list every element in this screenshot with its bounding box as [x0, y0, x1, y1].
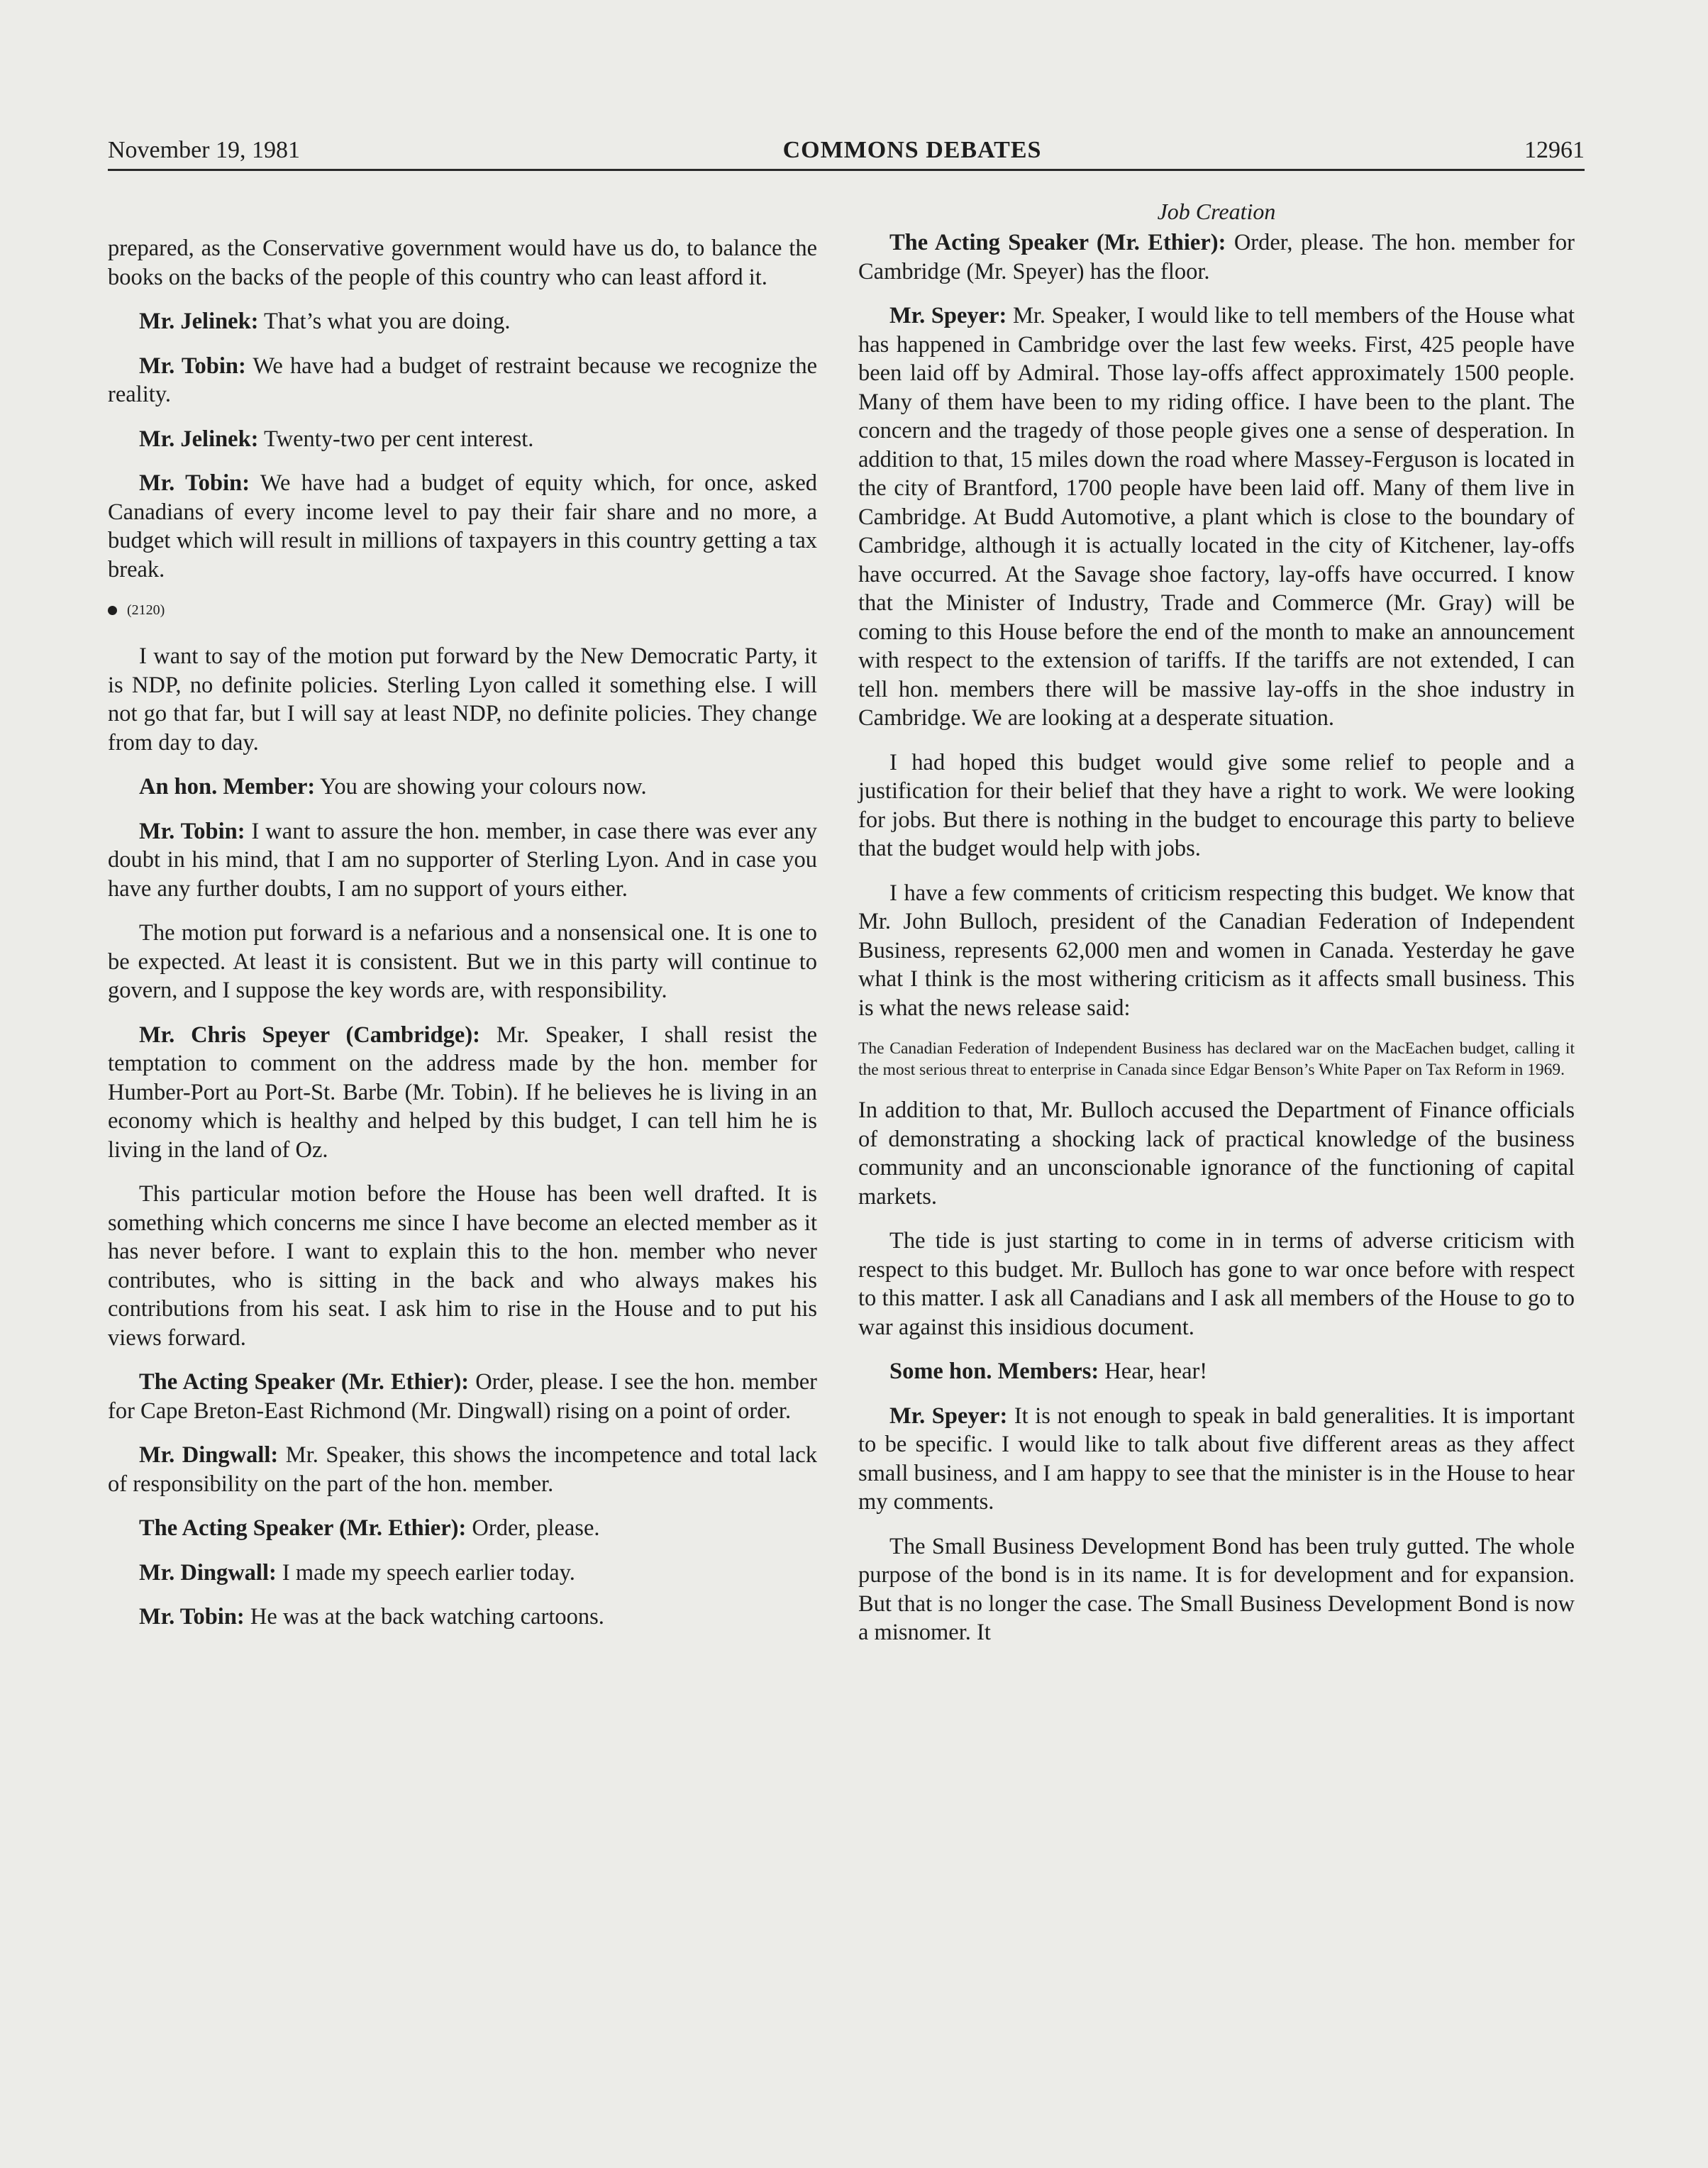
paragraph [108, 425, 817, 454]
speech-text: I want to assure the hon. member, in case there was ever any doubt in his mind, that I am no supporter of Sterling Lyon. And in case you have any further doubts, I am no support of yours either. [108, 818, 817, 902]
speaker-name: An hon. Member: [139, 774, 316, 800]
paragraph [108, 1514, 817, 1543]
speaker-name: Mr. Dingwall: [139, 1442, 279, 1468]
block-quote: The Canadian Federation of Independent Business has declared war on the MacEachen budget, calling it the most serious threat to enterprise in Canada since Edgar Benson’s White Paper on Tax Reform in 1969. [858, 1039, 1575, 1079]
paragraph [108, 352, 817, 409]
speech-text: Mr. Speaker, I would like to tell members of the House what has happened in Cambridge over the last few weeks. First, 425 people have been laid off by Admiral. Those lay-offs affect approximately 1500 people. Many of them have been to my riding office. I have been to the plant. The concern and the tragedy of those people gives one a sense of desperation. In addition to that, 15 miles down the road where Massey-Ferguson is located in the city of Brantford, 1700 people have been laid off. Many of them live in Cambridge. At Budd Automotive, a plant which is close to the boundary of Cambridge, although it is actually located in the city of Kitchener, lay-offs have occurred. At the Savage shoe factory, lay-offs have occurred. I know that the Minister of Industry, Trade and Commerce (Mr. Gray) will be coming to this House before the end of the month to make an announcement with respect to the extension of tariffs. If the tariffs are not extended, I can tell hon. members there will be massive lay-offs in the shoe industry in Cambridge. We are looking at a desperate situation. [858, 303, 1575, 731]
header-title: COMMONS DEBATES [782, 137, 1042, 163]
speaker-name: Mr. Tobin: [139, 353, 246, 379]
speech-text: You are showing your colours now. [315, 774, 647, 800]
speaker-name: Some hon. Members: [889, 1359, 1099, 1384]
header-page-number: 12961 [1524, 137, 1585, 163]
time-marker [108, 599, 817, 621]
paragraph: I want to say of the motion put forward by the New Democratic Party, it is NDP, no definite policies. Sterling Lyon called it something else. I will not go that far, but I will say at least NDP, no definite policies. They change from day to day. [108, 643, 817, 756]
time-marker-text: (2120) [127, 602, 165, 618]
paragraph: The Small Business Development Bond has been truly gutted. The whole purpose of the bond is in its name. It is for development and for expansion. But that is no longer the case. The Small Business Development Bond is now a misnomer. It [858, 1533, 1575, 1645]
paragraph [108, 1559, 817, 1588]
speaker-name: Mr. Speyer: [889, 303, 1007, 328]
paragraph: The motion put forward is a nefarious and a nonsensical one. It is one to be expected. At least it is consistent. But we in this party will continue to govern, and I suppose the key words are, with responsibility. [108, 920, 817, 1003]
speech-text: He was at the back watching cartoons. [244, 1604, 604, 1630]
header-date: November 19, 1981 [108, 137, 301, 163]
paragraph [108, 307, 817, 336]
paragraph: prepared, as the Conservative government would have us do, to balance the books on the backs of the people of this country who can least afford it. [108, 236, 817, 290]
paragraph [858, 228, 1575, 286]
speaker-name: The Acting Speaker (Mr. Ethier): [139, 1515, 467, 1541]
speech-text: It is not enough to speak in bald generalities. It is important to be specific. I would like to talk about five different areas as they affect small business, and I am happy to see that the minister is in the House to hear my comments. [858, 1403, 1575, 1515]
bullet-dot-icon [108, 606, 117, 615]
speech-text: Twenty-two per cent interest. [258, 426, 534, 452]
speaker-name: Mr. Jelinek: [139, 309, 259, 334]
speech-text: That’s what you are doing. [258, 309, 511, 334]
speaker-name: Mr. Tobin: [139, 1604, 245, 1630]
paragraph [108, 1368, 817, 1425]
paragraph [108, 1603, 817, 1632]
paragraph: This particular motion before the House has been well drafted. It is something which concerns me since I have become an elected member as it has never before. I want to explain this to the hon. member who never contributes, who is sitting in the back and who always makes his contributions from his seat. I ask him to rise in the House and to put his views forward. [108, 1181, 817, 1351]
speaker-name: The Acting Speaker (Mr. Ethier): [139, 1369, 470, 1395]
paragraph [858, 1357, 1575, 1386]
speech-text: Order, please. [466, 1515, 600, 1541]
speaker-name: Mr. Dingwall: [139, 1559, 277, 1586]
paragraph: In addition to that, Mr. Bulloch accused the Department of Finance officials of demonstrating a shocking lack of practical knowledge of the business community and an unconscionable ignorance of the functioning of capital markets. [858, 1097, 1575, 1210]
speech-text: Mr. Speaker, I shall resist the temptation to comment on the address made by the hon. member for Humber-Port au Port-St. Barbe (Mr. Tobin). If he believes he is living in an economy which is healthy and helped by this budget, I can tell him he is living in the land of Oz. [108, 1022, 817, 1163]
speaker-name: Mr. Tobin: [139, 470, 250, 496]
speaker-name: The Acting Speaker (Mr. Ethier): [889, 230, 1226, 255]
speaker-name: Mr. Jelinek: [139, 426, 259, 452]
speech-text: Hear, hear! [1099, 1359, 1208, 1384]
speech-text: Order, please. I see the hon. member for Cape Breton-East Richmond (Mr. Dingwall) rising on a point of order. [108, 1369, 817, 1424]
speaker-name: Mr. Tobin: [139, 818, 245, 844]
speaker-name: Mr. Speyer: [889, 1403, 1008, 1429]
right-column [858, 228, 1575, 1663]
paragraph: I have a few comments of criticism respecting this budget. We know that Mr. John Bulloch, president of the Canadian Federation of Independent Business, represents 62,000 men and women in Canada. Yesterday he gave what I think is the most withering criticism as it affects small business. This is what the news release said: [858, 880, 1575, 1021]
speech-text: Order, please. The hon. member for Cambridge (Mr. Speyer) has the floor. [858, 230, 1575, 284]
left-column [108, 234, 817, 1647]
paragraph [108, 817, 817, 904]
subject-heading: Job Creation [1157, 199, 1276, 224]
speech-text: Mr. Speaker, this shows the incompetence and total lack of responsibility on the part of the hon. member. [108, 1442, 817, 1497]
paragraph: The tide is just starting to come in in terms of adverse criticism with respect to this budget. Mr. Bulloch has gone to war once before with respect to this matter. I ask all Canadians and I ask all members of the House to go to war against this insidious document. [858, 1228, 1575, 1340]
paragraph [108, 773, 817, 802]
speech-text: We have had a budget of restraint because we recognize the reality. [108, 353, 817, 407]
speech-text: We have had a budget of equity which, for once, asked Canadians of every income level to pay their fair share and no more, a budget which will result in millions of taxpayers in this country getting a tax break. [108, 470, 817, 582]
paragraph [108, 1441, 817, 1498]
paragraph [108, 469, 817, 584]
speech-text: I made my speech earlier today. [276, 1559, 575, 1586]
speaker-name: Mr. Chris Speyer (Cambridge): [139, 1022, 480, 1048]
paragraph: I had hoped this budget would give some relief to people and a justification for their belief that they have a right to work. We were looking for jobs. But there is nothing in the budget to encourage this party to believe that the budget would help with jobs. [858, 749, 1575, 861]
paragraph [858, 1402, 1575, 1517]
paragraph [108, 1021, 817, 1165]
paragraph [858, 302, 1575, 733]
page-header [108, 135, 1585, 171]
